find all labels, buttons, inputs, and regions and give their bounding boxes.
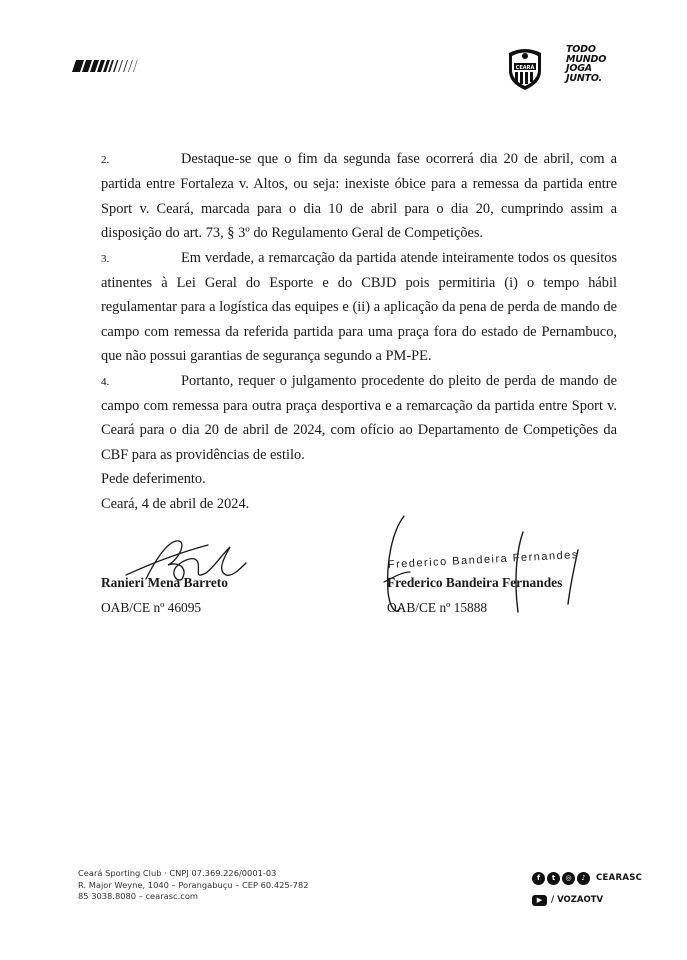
footer-line: Ceará Sporting Club · CNPJ 07.369.226/0001-03 [78,868,277,878]
signature-oab-2: OAB/CE nº 15888 [387,600,488,615]
youtube-icon[interactable]: ▶ [532,895,547,906]
paragraph-2 [101,147,617,246]
paragraph-text: Portanto, requer o julgamento procedente do pleito de perda de mando de campo com remessa para outra praça desportiva e a remarcação da partida entre Sport v. Ceará para o dia 20 de abril de 2024, com ofício ao Departamento de Competições da CBF para as providências de estilo. [101,372,617,463]
closing-text: Pede deferimento. [101,471,206,488]
social-row-1 [532,870,642,886]
facebook-icon[interactable]: f [532,872,545,885]
paragraph-text: Destaque-se que o fim da segunda fase ocorrerá dia 20 de abril, com a partida entre Fortaleza v. Altos, ou seja: inexiste óbice para a remessa da partida entre Sport v. Ceará, marcada para o dia 10 de abril para o dia 20, cumprindo assim a disposição do art. 73, § 3º do Regulamento Geral de Competições. [101,151,617,242]
tiktok-icon[interactable]: ♪ [577,872,590,885]
paragraph-number: 2. [101,154,110,166]
youtube-handle[interactable]: / VOZAOTV [551,895,604,905]
signature-name-2: Frederico Bandeira Fernandes [387,575,563,590]
twitter-icon[interactable]: t [547,872,560,885]
signature-name-1: Ranieri Mena Barreto [101,575,228,590]
paragraph-text: Em verdade, a remarcação da partida atende inteiramente todos os quesitos atinentes à Lei Geral do Esporte e do CBJD pois permitiria (i) o tempo hábil regulamentar para a logística das equipes e (ii) a aplicação da pena de perda de mando de campo com remessa da referida partida para uma praça fora do estado de Pernambuco, que não possui garantias de segurança segundo a PM-PE. [101,249,617,365]
social-handle[interactable]: CEARASC [596,873,643,883]
slogan-line: MUNDO [566,53,607,65]
instagram-icon[interactable]: ◎ [562,872,575,885]
footer-line: 85 3038.8080 – cearasc.com [78,891,198,901]
signature-oab-1: OAB/CE nº 46095 [101,600,202,615]
ceara-crest-icon [505,45,545,91]
paragraph-4 [101,369,617,468]
paragraph-3 [101,246,617,369]
slogan-line: TODO [566,44,596,55]
footer-line: R. Major Weyne, 1040 – Porangabuçu – CEP 60.425-782 [78,879,309,890]
document-body [101,147,617,516]
paragraph-number: 3. [101,252,110,265]
handwritten-signature-text: Frederico Bandeira Fernandes [387,549,580,571]
social-row-2 [532,892,642,908]
place-date: Ceará, 4 de abril de 2024. [101,495,250,512]
social-links [532,870,642,914]
stripes-logo [70,60,146,72]
footer-address [78,868,309,903]
paragraph-number: 4. [101,375,110,388]
slogan [566,45,626,83]
crest-text: CEARÁ [515,65,535,71]
slogan-line: JOGA [566,63,592,74]
slogan-line: JUNTO. [566,72,602,84]
